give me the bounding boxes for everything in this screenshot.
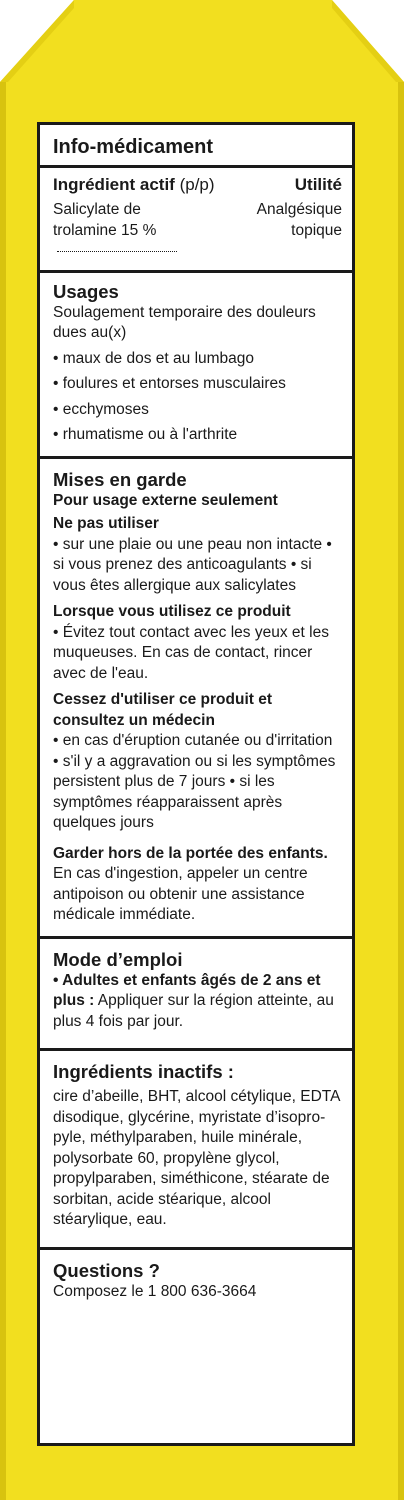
active-ingredient-suffix: (p/p) (174, 175, 215, 194)
external-use-only: Pour usage externe seulement (53, 491, 278, 509)
uses-intro: Soulagement temporaire des douleurs dues au(x) (53, 303, 316, 341)
directions-heading: Mode d’emploi (53, 948, 183, 970)
inactive-ingredients-text: cire d’abeille, BHT, alcool cétylique, EDTA disodique, glycérine, myristate d’isopro- pyle, méthylparaben, huile minérale, polysorbate 60, propylène glycol, propylparaben, siméthicone, stéarate de sorbitan, acide stéarique, alcool stéarylique, eau. (53, 1088, 340, 1228)
panel-title-section (40, 125, 352, 165)
purpose-line2: topique (291, 221, 342, 239)
when-using-heading: Lorsque vous utilisez ce produit (53, 603, 291, 620)
questions-text: Composez le 1 800 636-3664 (53, 1282, 257, 1300)
uses-item: • maux de dos et au lumbago (53, 349, 255, 367)
leader-dots (57, 251, 177, 252)
stop-use-heading: Cessez d'utiliser ce produit et consultez un médecin (53, 691, 273, 729)
active-ingredient-section (40, 168, 352, 270)
uses-section (40, 273, 352, 456)
directions-text (53, 971, 342, 1033)
purpose-line1: Analgésique (256, 201, 342, 218)
directions-bold: • Adultes et enfants âgés de 2 ans et plus : (53, 971, 321, 1009)
right-edge-shade (398, 82, 404, 1500)
warnings-section (40, 459, 352, 936)
inactive-ingredients-heading: Ingrédients inactifs : (53, 1061, 234, 1082)
keep-out-of-reach (53, 844, 342, 926)
do-not-use-text: • sur une plaie ou une peau non intacte • si vous prenez des anticoagulants • si vous êtes allergique aux salicylates (53, 535, 332, 594)
left-edge-shade (0, 82, 6, 1500)
active-ingredient-header (53, 168, 342, 196)
directions-section (40, 939, 352, 1049)
questions-heading: Questions ? (53, 1259, 160, 1281)
panel-title: Info-médicament (53, 136, 214, 158)
when-using-text: • Évitez tout contact avec les yeux et les muqueuses. En cas de contact, rincer avec de l'eau. (53, 623, 329, 682)
warnings-heading: Mises en garde (53, 468, 187, 490)
active-ingredient-heading: Ingrédient actif (53, 175, 175, 194)
uses-item: • rhumatisme ou à l'arthrite (53, 426, 238, 443)
stop-use-text: • en cas d'éruption cutanée ou d'irritation • s'il y a aggravation ou si les symptômes persistent plus de 7 jours • si les symptômes réapparaissent après quelques jours (53, 732, 336, 831)
purpose-heading: Utilité (294, 175, 342, 194)
keep-out-of-reach-bold: Garder hors de la portée des enfants. (53, 844, 328, 862)
keep-out-of-reach-text: En cas d'ingestion, appeler un centre antipoison ou obtenir une assistance médicale immédiate. (53, 865, 308, 923)
active-ingredient-row (53, 200, 342, 262)
questions-section (40, 1250, 352, 1303)
do-not-use-heading: Ne pas utiliser (53, 515, 159, 532)
uses-item: • ecchymoses (53, 400, 149, 418)
uses-item: • foulures et entorses musculaires (53, 375, 286, 392)
drug-facts-panel (37, 122, 355, 1446)
uses-heading: Usages (53, 280, 119, 302)
ingredient-name-line1: Salicylate de (53, 201, 141, 218)
ingredient-name-line2: trolamine 15 % (53, 221, 157, 239)
directions-body: Appliquer sur la région atteinte, au plus 4 fois par jour. (53, 992, 334, 1030)
inactive-ingredients-section (40, 1051, 352, 1247)
